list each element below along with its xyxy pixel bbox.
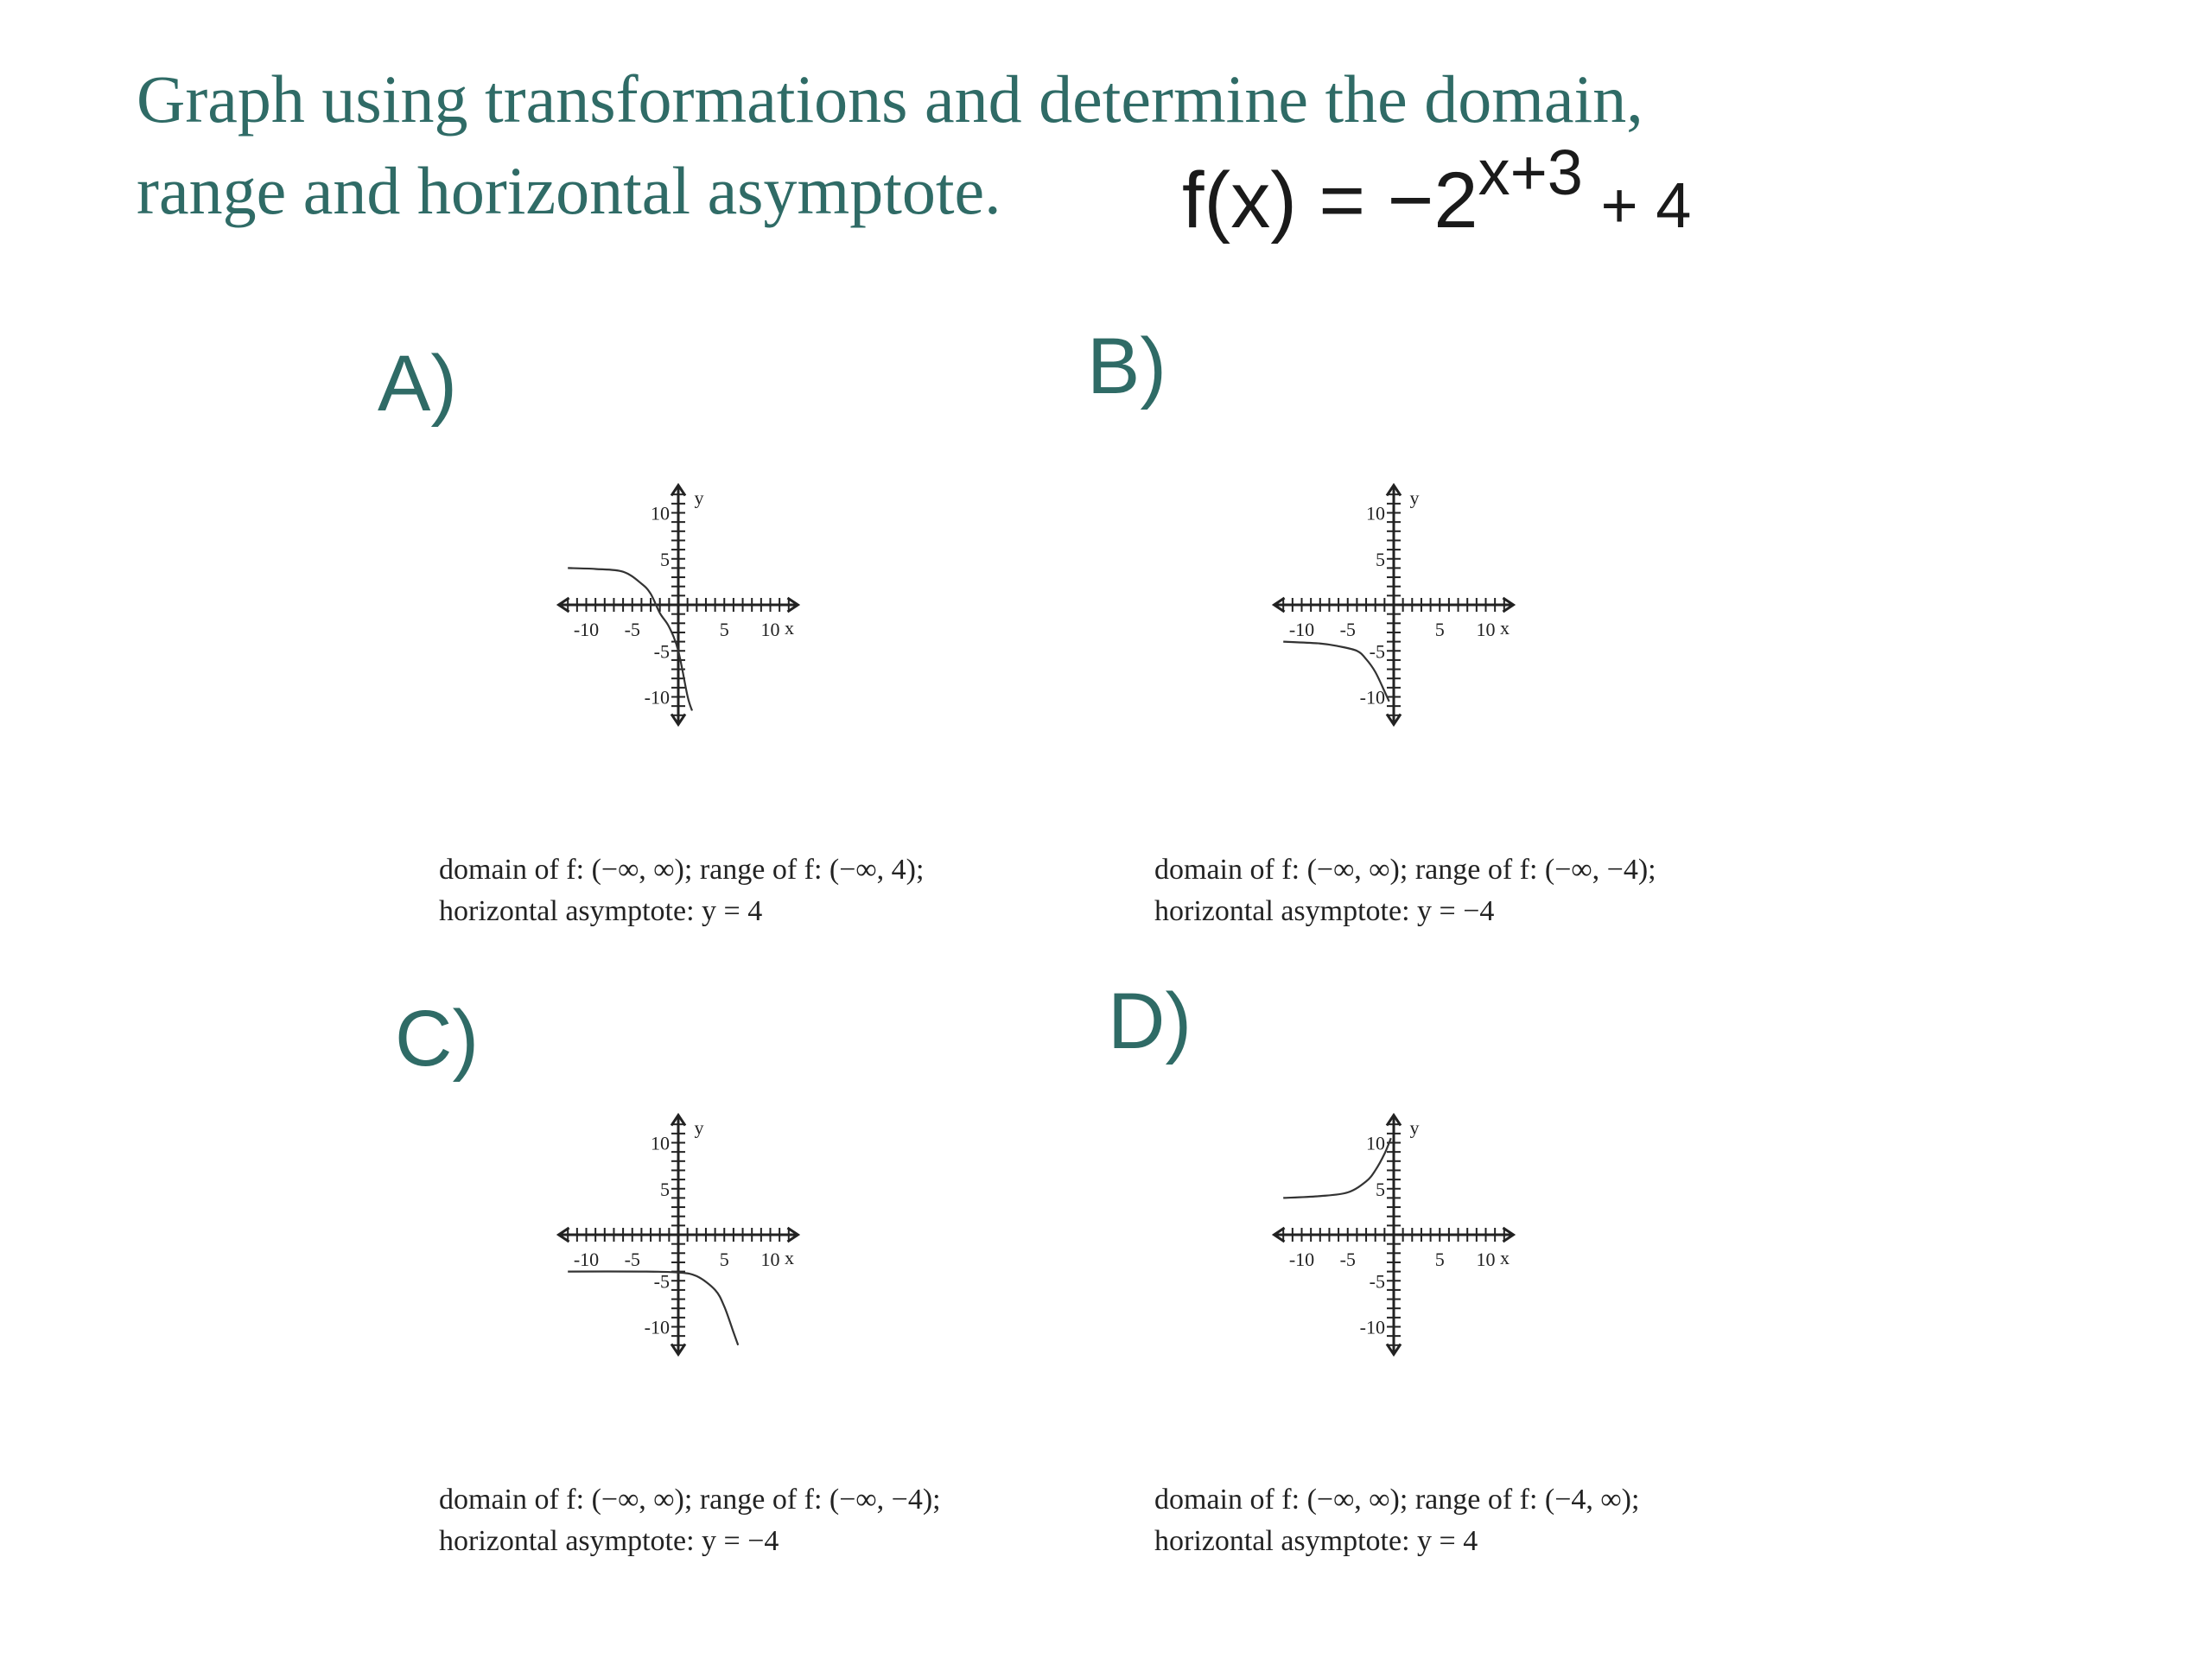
formula-lhs: f(x) = −2 — [1182, 156, 1478, 245]
y-tick-label: -10 — [644, 686, 670, 709]
caption-a-line-1: domain of f: (−∞, ∞); range of f: (−∞, 4); — [439, 854, 925, 886]
option-d-label[interactable]: D) — [1108, 977, 1192, 1065]
x-axis-label: x — [784, 1247, 794, 1268]
y-tick-label: -10 — [1359, 686, 1385, 709]
graph-b-svg — [1154, 361, 1716, 849]
y-tick-label: 10 — [1366, 1132, 1385, 1154]
x-axis-label: x — [1499, 1247, 1510, 1268]
y-tick-label: 5 — [1376, 1178, 1385, 1200]
x-tick-label: -5 — [1339, 1249, 1356, 1270]
y-tick-label: 10 — [1366, 502, 1385, 524]
caption-d — [1154, 1479, 1846, 1562]
graph-option-c[interactable] — [439, 991, 1001, 1557]
caption-b — [1154, 849, 1846, 932]
graph-option-d[interactable] — [1154, 991, 1716, 1557]
caption-c — [439, 1479, 1130, 1562]
caption-a-line-2: horizontal asymptote: y = 4 — [439, 895, 763, 927]
x-tick-label: 5 — [1434, 1249, 1445, 1270]
x-axis-label: x — [1499, 617, 1510, 639]
function-formula — [1182, 137, 1692, 246]
y-tick-label: -5 — [653, 1270, 670, 1293]
y-tick-label: 10 — [651, 502, 670, 524]
caption-d-line-1: domain of f: (−∞, ∞); range of f: (−4, ∞); — [1154, 1484, 1640, 1516]
y-tick-label: 5 — [660, 1178, 670, 1200]
graph-a-svg — [439, 361, 1001, 849]
x-tick-label: 10 — [1476, 619, 1496, 640]
graph-d-svg — [1154, 991, 1716, 1479]
y-axis-label: y — [694, 1116, 704, 1139]
x-tick-label: 10 — [760, 619, 780, 640]
option-b-label[interactable]: B) — [1087, 322, 1166, 410]
x-tick-label: -5 — [1339, 619, 1356, 640]
y-axis-label: y — [1409, 1116, 1420, 1139]
formula-tail: + 4 — [1582, 169, 1692, 241]
question-line-2: range and horizontal asymptote. — [137, 153, 1001, 228]
graph-option-b[interactable] — [1154, 361, 1716, 927]
y-tick-label: 10 — [651, 1132, 670, 1154]
x-tick-label: -5 — [624, 1249, 640, 1270]
option-a-label[interactable]: A) — [378, 340, 457, 428]
caption-b-line-2: horizontal asymptote: y = −4 — [1154, 895, 1495, 927]
x-tick-label: -10 — [573, 619, 600, 640]
y-tick-label: -5 — [653, 640, 670, 663]
y-tick-label: 5 — [1376, 548, 1385, 570]
y-tick-label: -5 — [1369, 640, 1385, 663]
y-tick-label: -10 — [1359, 1316, 1385, 1338]
x-tick-label: -10 — [1288, 1249, 1315, 1270]
x-tick-label: 5 — [1434, 619, 1445, 640]
graph-option-a[interactable] — [439, 361, 1001, 927]
caption-c-line-1: domain of f: (−∞, ∞); range of f: (−∞, −4); — [439, 1484, 941, 1516]
y-axis-label: y — [694, 486, 704, 509]
caption-c-line-2: horizontal asymptote: y = −4 — [439, 1525, 779, 1557]
caption-b-line-1: domain of f: (−∞, ∞); range of f: (−∞, −4); — [1154, 854, 1656, 886]
y-tick-label: -10 — [644, 1316, 670, 1338]
option-c-label[interactable]: C) — [395, 995, 480, 1083]
x-tick-label: -10 — [573, 1249, 600, 1270]
x-tick-label: 5 — [719, 619, 729, 640]
x-tick-label: 10 — [1476, 1249, 1496, 1270]
graph-c-svg — [439, 991, 1001, 1479]
x-tick-label: 10 — [760, 1249, 780, 1270]
y-tick-label: 5 — [660, 548, 670, 570]
caption-a — [439, 849, 1130, 932]
y-axis-label: y — [1409, 486, 1420, 509]
x-tick-label: 5 — [719, 1249, 729, 1270]
caption-d-line-2: horizontal asymptote: y = 4 — [1154, 1525, 1478, 1557]
x-axis-label: x — [784, 617, 794, 639]
x-tick-label: -10 — [1288, 619, 1315, 640]
question-line-1: Graph using transformations and determine the domain, — [137, 61, 1643, 137]
x-tick-label: -5 — [624, 619, 640, 640]
question-text — [137, 54, 2124, 237]
y-tick-label: -5 — [1369, 1270, 1385, 1293]
formula-exponent: x+3 — [1478, 137, 1583, 208]
